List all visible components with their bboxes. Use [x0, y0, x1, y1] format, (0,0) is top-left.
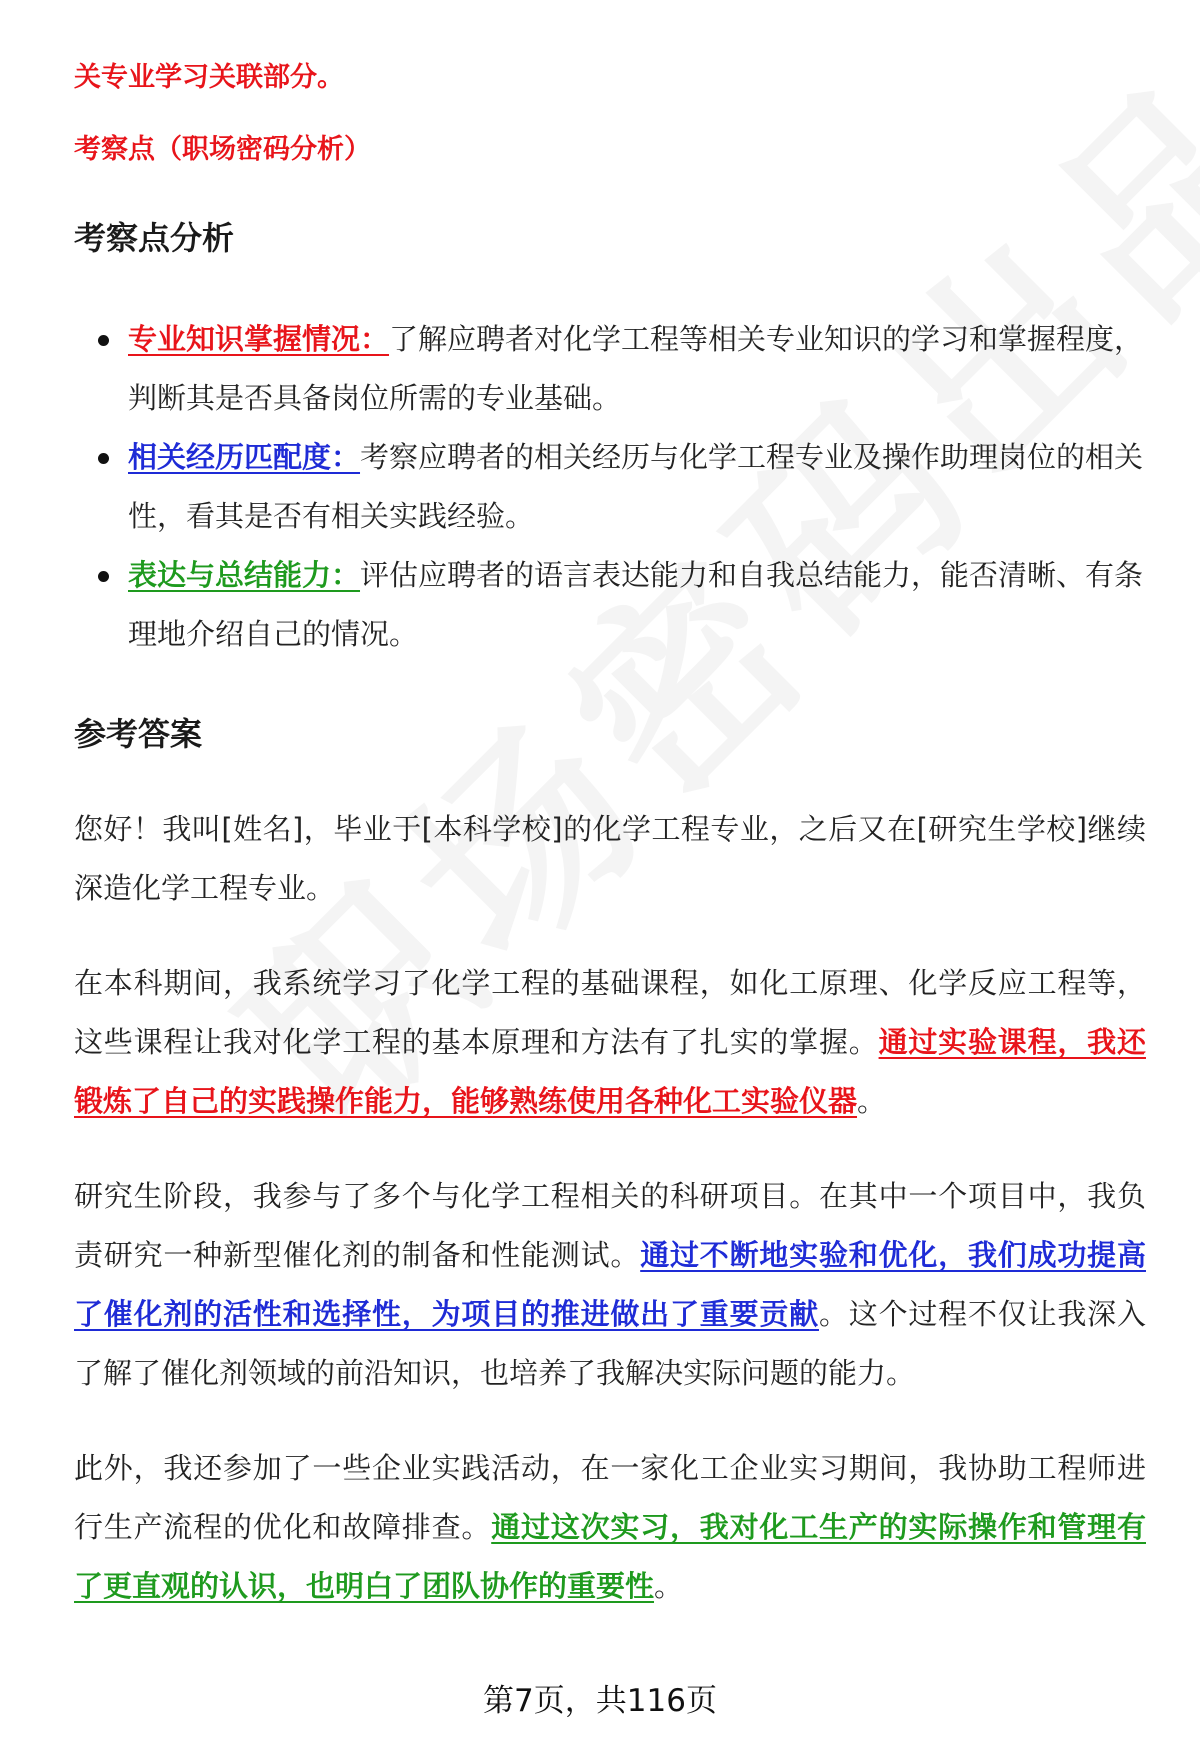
analysis-item	[74, 310, 1146, 428]
section-title-line: 考察点（职场密码分析）	[74, 134, 371, 165]
analysis-item-text: 了解应聘者对化学工程等相关专业知识的学习和掌握程度，判断其是否具备岗位所需的专业基础。	[128, 322, 1144, 415]
paragraph-text: 。	[654, 1569, 684, 1603]
answer-paragraph-4	[74, 1439, 1146, 1616]
bullet-icon	[98, 335, 109, 346]
paragraph-text: 。	[857, 1084, 887, 1118]
answer-paragraph-1: 您好！我叫[姓名]，毕业于[本科学校]的化学工程专业，之后又在[研究生学校]继续深造化学工程专业。	[74, 812, 1146, 905]
paragraph-text: 研究生阶段，我参与了多个与化学工程相关的科研项目。在其中一个项目中，我负责研究一种新型催化剂的制备和性能测试。	[74, 1179, 1146, 1272]
analysis-item-text: 评估应聘者的语言表达能力和自我总结能力，能否清晰、有条理地介绍自己的情况。	[128, 558, 1144, 651]
paragraph-text: 。这个过程不仅让我深入了解了催化剂领域的前沿知识，也培养了我解决实际问题的能力。	[74, 1297, 1146, 1390]
analysis-item-key: 专业知识掌握情况：	[128, 322, 390, 356]
paragraph-text: 此外，我还参加了一些企业实践活动，在一家化工企业实习期间，我协助工程师进行生产流程的优化和故障排查。	[74, 1451, 1146, 1544]
analysis-item-key: 相关经历匹配度：	[128, 440, 361, 474]
analysis-item	[74, 546, 1146, 664]
page-content	[74, 58, 1146, 1616]
analysis-list	[74, 310, 1146, 664]
analysis-item-key: 表达与总结能力：	[128, 558, 361, 592]
highlighted-text: 通过不断地实验和优化，我们成功提高了催化剂的活性和选择性，为项目的推进做出了重要贡献	[74, 1238, 1146, 1331]
highlighted-text: 通过实验课程，我还锻炼了自己的实践操作能力，能够熟练使用各种化工实验仪器	[74, 1025, 1146, 1118]
section-intro-line: 关专业学习关联部分。	[74, 62, 344, 93]
analysis-item-text: 考察应聘者的相关经历与化学工程专业及操作助理岗位的相关性，看其是否有相关实践经验。	[128, 440, 1144, 533]
paragraph-text: 在本科期间，我系统学习了化学工程的基础课程，如化工原理、化学反应工程等，这些课程让我对化学工程的基本原理和方法有了扎实的掌握。	[74, 966, 1146, 1059]
answer-paragraph-3	[74, 1167, 1146, 1403]
bullet-icon	[98, 571, 109, 582]
analysis-item	[74, 428, 1146, 546]
bullet-icon	[98, 453, 109, 464]
page-number: 第7页，共116页	[483, 1683, 717, 1719]
highlighted-text: 通过这次实习，我对化工生产的实际操作和管理有了更直观的认识，也明白了团队协作的重要性	[74, 1510, 1146, 1603]
answer-heading: 参考答案	[74, 715, 203, 753]
analysis-heading: 考察点分析	[74, 219, 235, 257]
answer-paragraph-2	[74, 954, 1146, 1131]
